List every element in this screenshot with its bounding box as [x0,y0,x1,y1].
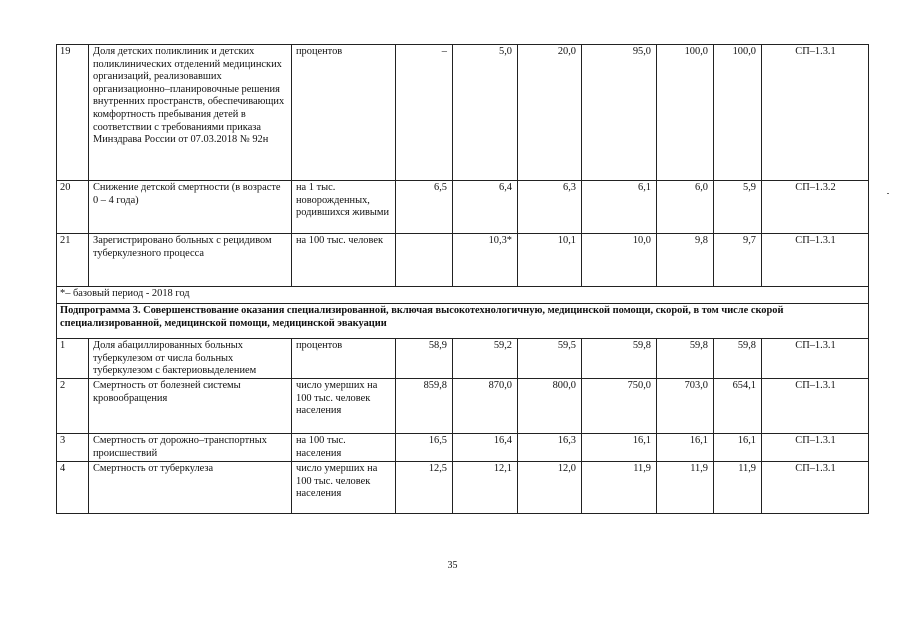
row-number: 20 [57,181,89,234]
indicator-name: Снижение детской смертности (в возрасте 0 – 4 года) [89,181,292,234]
indicator-value: – [396,45,453,181]
row-number: 21 [57,234,89,287]
indicator-value: 11,9 [714,462,762,514]
unit-of-measure: число умерших на 100 тыс. человек населения [292,462,396,514]
subprogram-section-row [57,304,869,339]
table-row [57,462,869,514]
indicator-value: 16,5 [396,434,453,462]
indicator-value: 5,0 [453,45,518,181]
indicator-name: Смертность от болезней системы кровообращения [89,379,292,434]
indicator-value: 750,0 [582,379,657,434]
base-period-note: *– базовый период - 2018 год [57,287,869,304]
table-body-middle [57,287,869,339]
indicator-value: 10,1 [518,234,582,287]
indicators-table [56,44,869,514]
indicator-value: 100,0 [657,45,714,181]
table-row [57,181,869,234]
unit-of-measure: процентов [292,339,396,379]
indicator-value: 16,1 [714,434,762,462]
indicator-value: 12,0 [518,462,582,514]
program-code: СП–1.3.2 [762,181,869,234]
indicator-value: 870,0 [453,379,518,434]
indicator-value: 59,8 [714,339,762,379]
table-row [57,45,869,181]
indicator-value: 10,3* [453,234,518,287]
unit-of-measure: на 100 тыс. населения [292,434,396,462]
row-number: 4 [57,462,89,514]
base-period-note-row [57,287,869,304]
indicator-value: 59,5 [518,339,582,379]
table-row [57,339,869,379]
table-row [57,379,869,434]
row-number: 2 [57,379,89,434]
indicator-name: Доля абациллированных больных туберкулезом от числа больных туберкулезом с бактериовыделением [89,339,292,379]
indicator-name: Смертность от дорожно–транспортных происшествий [89,434,292,462]
row-number: 19 [57,45,89,181]
indicator-value: 11,9 [657,462,714,514]
indicator-value: 703,0 [657,379,714,434]
indicator-name: Доля детских поликлиник и детских поликлинических отделений медицинских организаций, реализовавших организационно–планировочные решения внутренних пространств, обеспечивающих комфортность пребывания детей в соответствии с требованиями приказа Минздрава России от 07.03.2018 № 92н [89,45,292,181]
program-code: СП–1.3.1 [762,45,869,181]
indicator-value: 16,1 [657,434,714,462]
indicator-value: 12,1 [453,462,518,514]
indicator-value: 95,0 [582,45,657,181]
indicator-value: 16,4 [453,434,518,462]
table-body-bottom [57,339,869,514]
indicator-value: 59,8 [657,339,714,379]
indicator-value: 20,0 [518,45,582,181]
indicator-value: 100,0 [714,45,762,181]
indicator-value: 9,8 [657,234,714,287]
unit-of-measure: процентов [292,45,396,181]
scan-speck [887,193,889,194]
indicator-value: 800,0 [518,379,582,434]
unit-of-measure: на 1 тыс. новорожденных, родившихся живыми [292,181,396,234]
indicator-value [396,234,453,287]
unit-of-measure: число умерших на 100 тыс. человек населения [292,379,396,434]
row-number: 1 [57,339,89,379]
subprogram-title: Подпрограмма 3. Совершенствование оказания специализированной, включая высокотехнологичную, медицинской помощи, скорой, в том числе скорой специализированной, медицинской помощи, медицинской эвакуации [57,304,869,339]
indicator-value: 6,4 [453,181,518,234]
table-body-top [57,45,869,287]
indicator-value: 859,8 [396,379,453,434]
indicator-value: 11,9 [582,462,657,514]
row-number: 3 [57,434,89,462]
indicator-value: 59,8 [582,339,657,379]
program-code: СП–1.3.1 [762,462,869,514]
program-code: СП–1.3.1 [762,434,869,462]
program-code: СП–1.3.1 [762,234,869,287]
table-row [57,434,869,462]
program-code: СП–1.3.1 [762,379,869,434]
indicator-value: 6,3 [518,181,582,234]
indicator-value: 16,1 [582,434,657,462]
indicator-value: 5,9 [714,181,762,234]
indicator-value: 654,1 [714,379,762,434]
unit-of-measure: на 100 тыс. человек [292,234,396,287]
indicator-value: 6,1 [582,181,657,234]
table-row [57,234,869,287]
indicator-name: Зарегистрировано больных с рецидивом туберкулезного процесса [89,234,292,287]
document-page [56,44,869,514]
indicator-value: 59,2 [453,339,518,379]
indicator-name: Смертность от туберкулеза [89,462,292,514]
indicator-value: 12,5 [396,462,453,514]
indicator-value: 6,5 [396,181,453,234]
page-number: 35 [447,560,458,571]
indicator-value: 58,9 [396,339,453,379]
indicator-value: 6,0 [657,181,714,234]
indicator-value: 9,7 [714,234,762,287]
indicator-value: 16,3 [518,434,582,462]
indicator-value: 10,0 [582,234,657,287]
program-code: СП–1.3.1 [762,339,869,379]
